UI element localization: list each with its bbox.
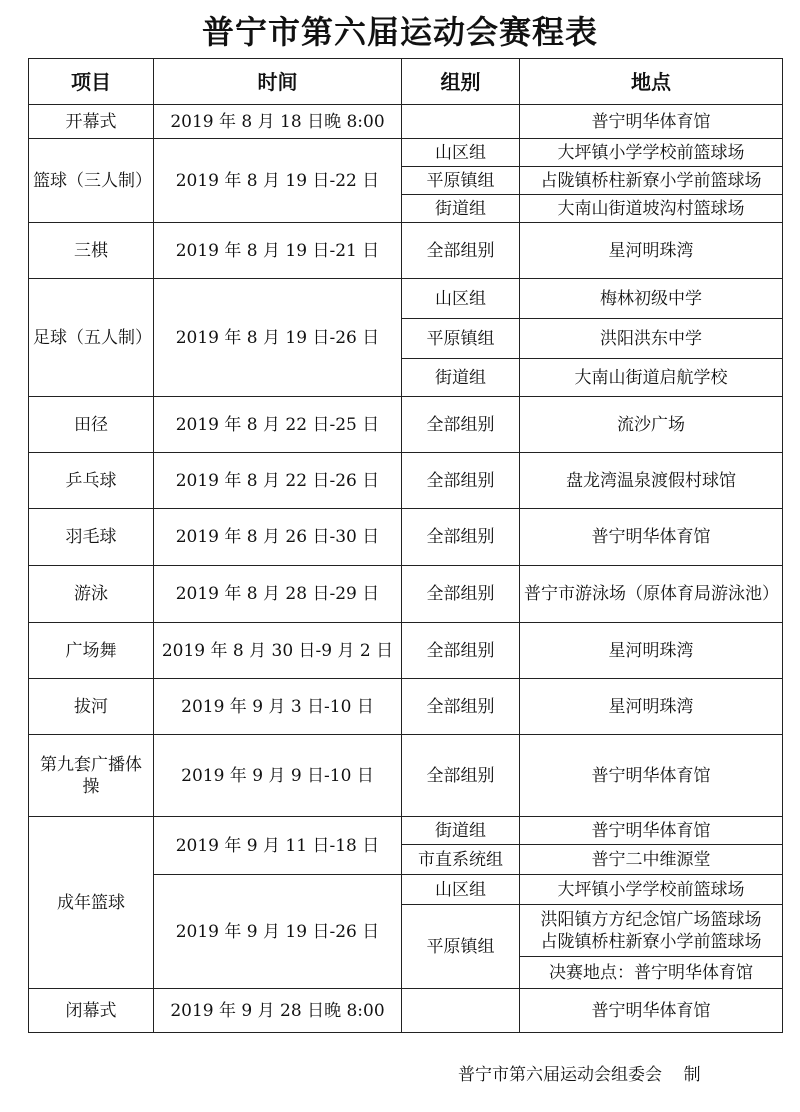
event-name: 成年篮球 bbox=[29, 817, 154, 989]
final-venue: 决赛地点：普宁明华体育馆 bbox=[520, 957, 783, 989]
event-time: 2019 年 8 月 18 日晚 8:00 bbox=[154, 105, 402, 139]
table-row bbox=[29, 989, 783, 1033]
event-time: 2019 年 8 月 28 日-29 日 bbox=[154, 566, 402, 623]
event-venue: 大坪镇小学学校前篮球场 bbox=[520, 875, 783, 905]
event-venue: 大南山街道启航学校 bbox=[520, 359, 783, 397]
event-group: 平原镇组 bbox=[402, 905, 520, 989]
event-group: 全部组别 bbox=[402, 735, 520, 817]
event-name: 篮球（三人制） bbox=[29, 139, 154, 223]
event-name: 广场舞 bbox=[29, 623, 154, 679]
event-group bbox=[402, 105, 520, 139]
event-name: 开幕式 bbox=[29, 105, 154, 139]
event-group: 平原镇组 bbox=[402, 319, 520, 359]
event-venue: 普宁市游泳场（原体育局游泳池） bbox=[520, 566, 783, 623]
event-venue: 流沙广场 bbox=[520, 397, 783, 453]
header-venue: 地点 bbox=[520, 59, 783, 105]
event-time: 2019 年 9 月 3 日-10 日 bbox=[154, 679, 402, 735]
event-group: 全部组别 bbox=[402, 566, 520, 623]
event-group: 街道组 bbox=[402, 817, 520, 845]
event-group: 全部组别 bbox=[402, 453, 520, 509]
event-venue: 普宁明华体育馆 bbox=[520, 105, 783, 139]
event-venue: 普宁明华体育馆 bbox=[520, 817, 783, 845]
table-row bbox=[29, 817, 783, 845]
event-time: 2019 年 9 月 19 日-26 日 bbox=[154, 875, 402, 989]
event-venue: 星河明珠湾 bbox=[520, 223, 783, 279]
event-time: 2019 年 9 月 11 日-18 日 bbox=[154, 817, 402, 875]
event-group: 街道组 bbox=[402, 195, 520, 223]
event-venue: 普宁明华体育馆 bbox=[520, 735, 783, 817]
venue-line: 占陇镇桥柱新寮小学前篮球场 bbox=[540, 931, 762, 952]
schedule-table bbox=[28, 58, 783, 1033]
event-name: 羽毛球 bbox=[29, 509, 154, 566]
table-row bbox=[29, 623, 783, 679]
event-name: 闭幕式 bbox=[29, 989, 154, 1033]
event-time: 2019 年 8 月 19 日-21 日 bbox=[154, 223, 402, 279]
event-time: 2019 年 8 月 19 日-26 日 bbox=[154, 279, 402, 397]
event-group: 山区组 bbox=[402, 139, 520, 167]
event-venue: 占陇镇桥柱新寮小学前篮球场 bbox=[520, 167, 783, 195]
event-group bbox=[402, 989, 520, 1033]
table-row bbox=[29, 679, 783, 735]
footer-org: 普宁市第六届运动会组委会 bbox=[458, 1065, 662, 1085]
venue-line: 洪阳镇方方纪念馆广场篮球场 bbox=[540, 909, 762, 930]
event-group: 平原镇组 bbox=[402, 167, 520, 195]
event-name: 足球（五人制） bbox=[29, 279, 154, 397]
event-venue: 星河明珠湾 bbox=[520, 623, 783, 679]
header-time: 时间 bbox=[154, 59, 402, 105]
header-row bbox=[29, 59, 783, 105]
event-group: 街道组 bbox=[402, 359, 520, 397]
event-name: 拔河 bbox=[29, 679, 154, 735]
event-venue: 大南山街道坡沟村篮球场 bbox=[520, 195, 783, 223]
event-name: 乒乓球 bbox=[29, 453, 154, 509]
event-time: 2019 年 9 月 28 日晚 8:00 bbox=[154, 989, 402, 1033]
event-group: 市直系统组 bbox=[402, 845, 520, 875]
event-venue: 洪阳洪东中学 bbox=[520, 319, 783, 359]
event-time: 2019 年 8 月 22 日-26 日 bbox=[154, 453, 402, 509]
event-time: 2019 年 8 月 26 日-30 日 bbox=[154, 509, 402, 566]
event-name: 游泳 bbox=[29, 566, 154, 623]
event-venue: 大坪镇小学学校前篮球场 bbox=[520, 139, 783, 167]
event-group: 全部组别 bbox=[402, 509, 520, 566]
event-venue: 盘龙湾温泉渡假村球馆 bbox=[520, 453, 783, 509]
event-group: 全部组别 bbox=[402, 623, 520, 679]
event-group: 全部组别 bbox=[402, 679, 520, 735]
footer-suffix: 制 bbox=[683, 1065, 701, 1085]
event-group: 全部组别 bbox=[402, 397, 520, 453]
event-group: 全部组别 bbox=[402, 223, 520, 279]
event-name: 三棋 bbox=[29, 223, 154, 279]
page-title: 普宁市第六届运动会赛程表 bbox=[201, 13, 598, 51]
event-time: 2019 年 8 月 22 日-25 日 bbox=[154, 397, 402, 453]
table-row bbox=[29, 509, 783, 566]
footer-credit bbox=[458, 1060, 701, 1085]
header-item: 项目 bbox=[29, 59, 154, 105]
event-time: 2019 年 8 月 30 日-9 月 2 日 bbox=[154, 623, 402, 679]
event-time: 2019 年 9 月 9 日-10 日 bbox=[154, 735, 402, 817]
event-venue: 普宁明华体育馆 bbox=[520, 509, 783, 566]
table-row bbox=[29, 223, 783, 279]
table-row bbox=[29, 139, 783, 167]
table-row bbox=[29, 566, 783, 623]
event-group: 山区组 bbox=[402, 875, 520, 905]
table-row bbox=[29, 279, 783, 319]
event-venue: 普宁明华体育馆 bbox=[520, 989, 783, 1033]
table-row bbox=[29, 735, 783, 817]
event-group: 山区组 bbox=[402, 279, 520, 319]
event-name: 第九套广播体操 bbox=[29, 735, 154, 817]
event-name: 田径 bbox=[29, 397, 154, 453]
event-venue: 普宁二中维源堂 bbox=[520, 845, 783, 875]
table-row bbox=[29, 453, 783, 509]
event-time: 2019 年 8 月 19 日-22 日 bbox=[154, 139, 402, 223]
table-row bbox=[29, 105, 783, 139]
event-venue bbox=[520, 905, 783, 957]
table-row bbox=[29, 397, 783, 453]
event-venue: 星河明珠湾 bbox=[520, 679, 783, 735]
event-venue: 梅林初级中学 bbox=[520, 279, 783, 319]
header-group: 组别 bbox=[402, 59, 520, 105]
